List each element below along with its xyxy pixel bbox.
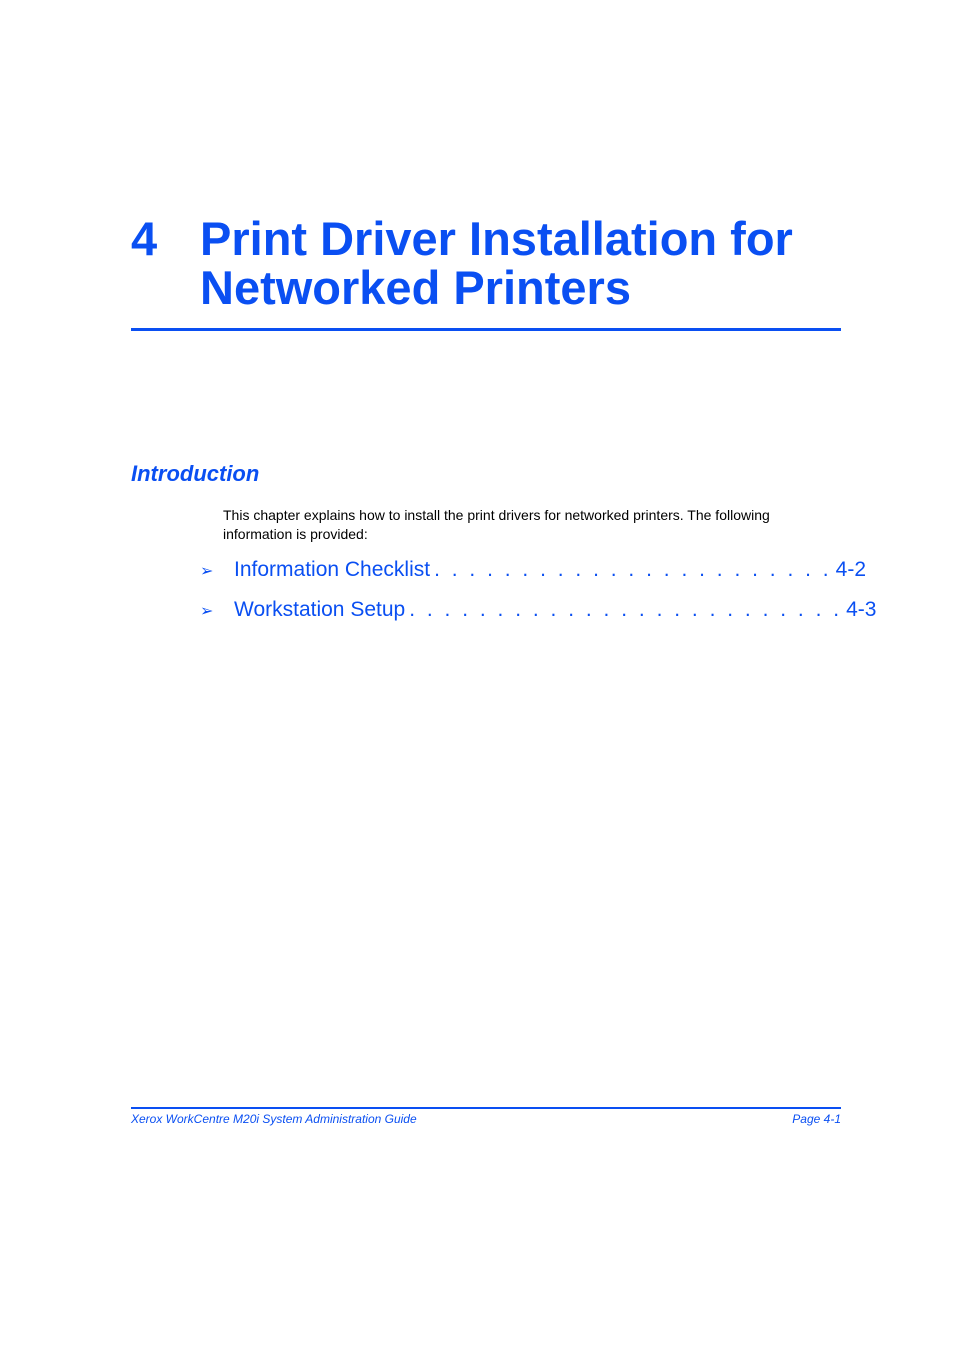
arrow-bullet-icon: ➢: [200, 601, 214, 620]
arrow-bullet-icon: ➢: [200, 561, 214, 580]
toc-link-workstation-setup[interactable]: [200, 596, 877, 636]
toc-label: Workstation Setup: [234, 598, 406, 621]
chapter-divider: [131, 328, 841, 331]
footer-document-title: Xerox WorkCentre M20i System Administration Guide: [131, 1112, 417, 1126]
toc-page-number: 4-3: [846, 598, 877, 621]
footer-page-number: Page 4-1: [792, 1112, 841, 1126]
toc-link-information-checklist[interactable]: [200, 556, 866, 596]
toc-label: Information Checklist: [234, 558, 431, 581]
footer-divider: [131, 1107, 841, 1109]
toc-entry: [234, 596, 877, 624]
chapter-title: Print Driver Installation for Networked Printers: [200, 212, 793, 314]
toc-page-number: 4-2: [835, 558, 866, 581]
toc-leader-dots: . . . . . . . . . . . . . . . . . . . . . . .: [434, 558, 832, 581]
toc-leader-dots: . . . . . . . . . . . . . . . . . . . . . . . . .: [409, 598, 843, 621]
section-heading: Introduction: [131, 461, 260, 486]
intro-paragraph: This chapter explains how to install the print drivers for networked printers. The following information is provided:: [223, 507, 770, 542]
chapter-number: 4: [131, 212, 158, 265]
toc-entry: [234, 556, 866, 584]
toc-list: [200, 556, 877, 636]
